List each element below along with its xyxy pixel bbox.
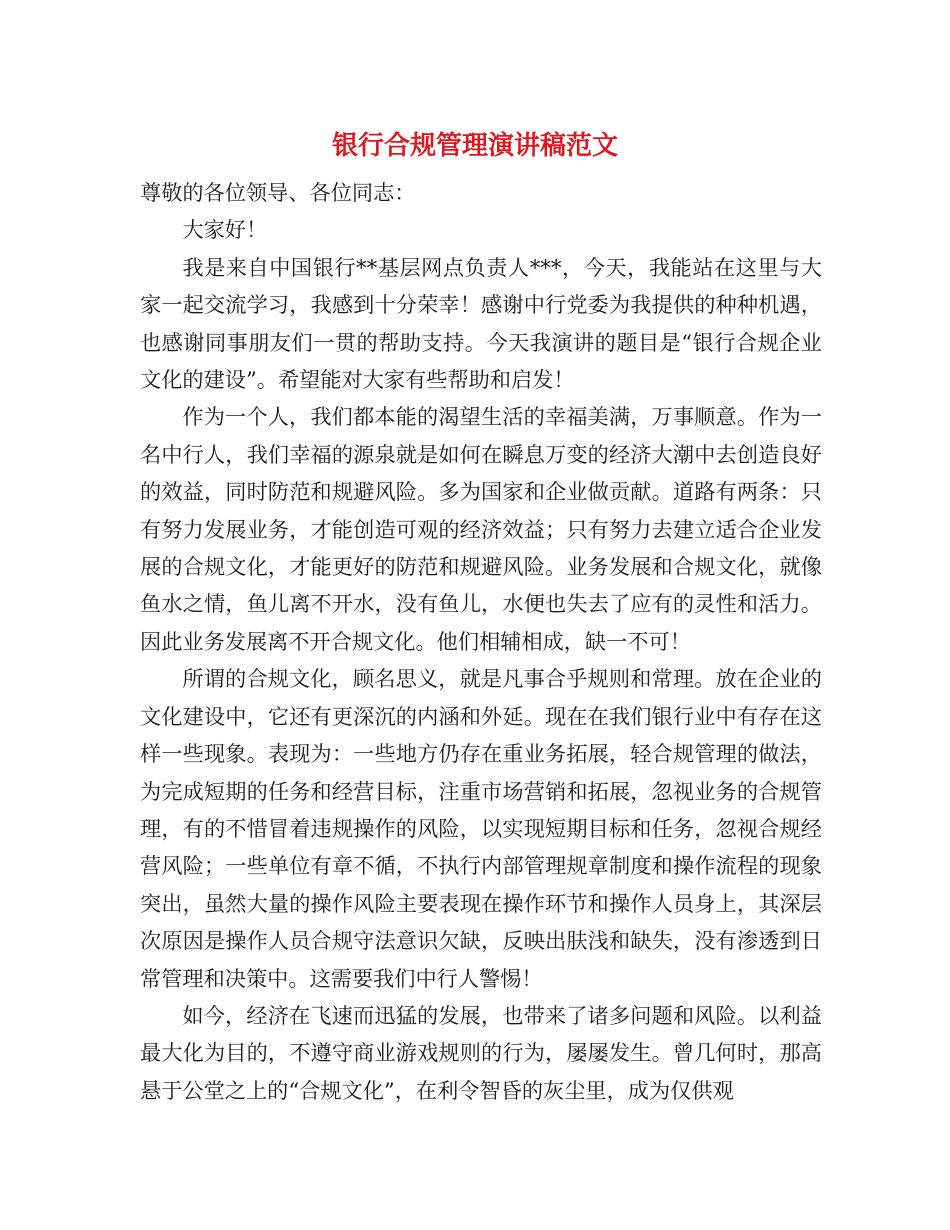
paragraph-economic-risks: 如今，经济在飞速而迅猛的发展，也带来了诸多问题和风险。以利益最大化为目的，不遵守商业游戏规则的行为，屡屡发生。曾几何时，那高悬于公堂之上的“合规文化”，在利令智昏的灰尘里，成为仅供观 [140, 1002, 822, 1103]
document-title: 银行合规管理演讲稿范文 [331, 131, 618, 161]
paragraph-introduction: 我是来自中国银行**基层网点负责人***，今天，我能站在这里与大家一起交流学习，我感到十分荣幸！感谢中行党委为我提供的种种机遇，也感谢同事朋友们一贯的帮助支持。今天我演讲的题目是“银行合规企业文化的建设”。希望能对大家有些帮助和启发！ [140, 254, 822, 393]
document-body [140, 174, 822, 1109]
paragraph-greeting: 大家好！ [182, 217, 268, 243]
paragraph-compliance-culture: 所谓的合规文化，顾名思义，就是凡事合乎规则和常理。放在企业的文化建设中，它还有更深沉的内涵和外延。现在在我们银行业中有存在这样一些现象。表现为：一些地方仍存在重业务拓展，轻合规管理的做法，为完成短期的任务和经营目标，注重市场营销和拓展，忽视业务的合规管理，有的不惜冒着违规操作的风险，以实现短期目标和任务，忽视合规经营风险；一些单位有章不循，不执行内部管理规章制度和操作流程的现象突出，虽然大量的操作风险主要表现在操作环节和操作人员身上，其深层次原因是操作人员合规守法意识欠缺，反映出肤浅和缺失，没有渗透到日常管理和决策中。这需要我们中行人警惕！ [140, 666, 822, 991]
paragraph-happiness-source: 作为一个人，我们都本能的渴望生活的幸福美满，万事顺意。作为一名中行人，我们幸福的源泉就是如何在瞬息万变的经济大潮中去创造良好的效益，同时防范和规避风险。多为国家和企业做贡献。道路有两条：只有努力发展业务，才能创造可观的经济效益；只有努力去建立适合企业发展的合规文化，才能更好的防范和规避风险。业务发展和合规文化，就像鱼水之情，鱼儿离不开水，没有鱼儿，水便也失去了应有的灵性和活力。因此业务发展离不开合规文化。他们相辅相成，缺一不可！ [140, 404, 822, 654]
salutation: 尊敬的各位领导、各位同志： [140, 180, 416, 205]
